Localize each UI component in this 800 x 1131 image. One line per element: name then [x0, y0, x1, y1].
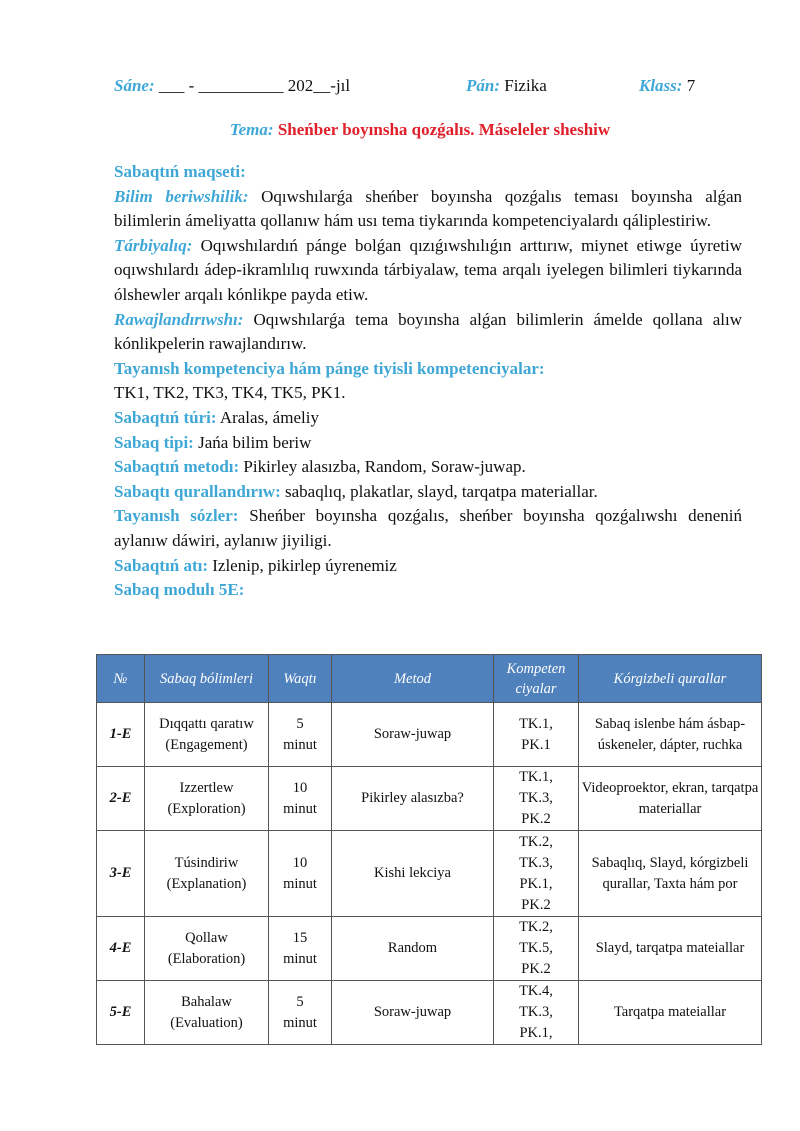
part-english: (Exploration) — [167, 800, 246, 817]
keywords-value: Sheńber boyınsha qozǵalıs, sheńber boyınsha qozǵalıwshı deneniń aylanıw dáwiri, aylanıw jiyiligi. — [114, 506, 742, 550]
lesson-type — [114, 406, 742, 431]
row-tools: Slayd, tarqatpa mateiallar — [579, 917, 762, 981]
part-name: Túsindiriw — [174, 854, 239, 871]
row-competencies — [494, 981, 579, 1045]
row-method: Kishi lekciya — [332, 831, 494, 917]
education-text: Oqıwshılarǵa sheńber boyınsha qozǵalıs teması boyınsha alǵan bilimlerin ámeliyatta qollanıw hám usı tema tiykarında kompetenciyalardı qáliplestiriw. — [114, 186, 743, 231]
time-unit: minut — [283, 800, 317, 817]
date-value: ___ - __________ 202__-jıl — [158, 76, 351, 95]
lesson-module-table — [96, 654, 762, 1045]
row-part — [145, 703, 269, 767]
competency-item: PK.2 — [521, 961, 551, 977]
row-method: Pikirley alasızba? — [332, 767, 494, 831]
lesson-header — [114, 76, 754, 98]
date-field — [114, 76, 350, 96]
lesson-method — [114, 455, 742, 480]
competency-item: TK.1, — [519, 715, 553, 732]
type-label: Sabaqtıń túri: — [114, 407, 217, 427]
row-competencies — [494, 703, 579, 767]
method-label: Sabaqtıń metodı: — [114, 457, 240, 477]
lesson-details — [114, 160, 742, 603]
class-field — [639, 76, 695, 96]
competency-item: TK.5, — [519, 940, 553, 956]
part-name: Dıqqattı qaratıw — [159, 715, 254, 732]
row-time — [269, 767, 332, 831]
method-value: Pikirley alasızba, Random, Soraw-juwap. — [243, 457, 526, 477]
module-heading: Sabaq modulı 5E: — [114, 580, 245, 600]
developing-text: Oqıwshılarǵa tema boyınsha alǵan bilimlerin ámelde qollana alıw kónlikpelerin rawajlandırıw. — [114, 309, 743, 354]
row-time — [269, 831, 332, 917]
developing-label: Rawajlandırıwshı: — [114, 309, 244, 329]
time-value: 5 — [296, 715, 304, 732]
header-tools: Kórgizbeli qurallar — [579, 655, 762, 703]
row-number: 2-E — [97, 767, 145, 831]
part-name: Qollaw — [185, 929, 228, 946]
competency-item: TK.2, — [519, 833, 553, 850]
time-value: 15 — [292, 929, 308, 946]
competency-item: PK.1, — [519, 875, 553, 892]
motto-label: Sabaqtıń atı: — [114, 555, 208, 575]
goal-heading: Sabaqtıń maqseti: — [114, 162, 246, 181]
part-name: Bahalaw — [181, 993, 232, 1010]
time-value: 10 — [292, 779, 308, 796]
education-label: Bilim beriwshilik: — [114, 186, 249, 206]
competency-item: TK.3, — [519, 854, 553, 871]
table-row — [97, 767, 762, 831]
row-tools: Sabaq islenbe hám ásbap-úskeneler, dápter, ruchka — [579, 703, 762, 767]
date-label: Sáne: — [114, 76, 155, 95]
part-english: (Explanation) — [166, 875, 247, 892]
row-method: Random — [332, 917, 494, 981]
education-goal — [114, 185, 742, 234]
table-row — [97, 703, 762, 767]
row-method: Soraw-juwap — [332, 981, 494, 1045]
row-number: 4-E — [97, 917, 145, 981]
keywords-label: Tayanısh sózler: — [114, 506, 239, 526]
header-time: Waqtı — [269, 655, 332, 703]
subject-field — [466, 76, 547, 96]
class-label: Klass: — [639, 76, 683, 95]
part-english: (Engagement) — [165, 736, 248, 753]
table-row — [97, 917, 762, 981]
table-header-row — [97, 655, 762, 703]
row-tools: Sabaqlıq, Slayd, kórgizbeli qurallar, Taxta hám por — [579, 831, 762, 917]
developing-goal — [114, 308, 742, 357]
subject-value: Fizika — [504, 76, 547, 95]
time-unit: minut — [283, 950, 317, 967]
row-number: 3-E — [97, 831, 145, 917]
competency-item: TK.4, — [519, 983, 553, 999]
row-part — [145, 831, 269, 917]
row-competencies — [494, 831, 579, 917]
row-method: Soraw-juwap — [332, 703, 494, 767]
kind-label: Sabaq tipi: — [114, 432, 194, 452]
row-number: 1-E — [97, 703, 145, 767]
row-competencies — [494, 917, 579, 981]
competency-list: TK1, TK2, TK3, TK4, TK5, PK1. — [114, 383, 346, 403]
part-name: Izzertlew — [179, 779, 234, 796]
row-number: 5-E — [97, 981, 145, 1045]
lesson-kind — [114, 431, 742, 456]
competency-item: TK.1, — [519, 769, 553, 785]
competency-item: TK.3, — [519, 1004, 553, 1020]
equipment-value: sabaqlıq, plakatlar, slayd, tarqatpa materiallar. — [285, 481, 598, 501]
header-parts: Sabaq bólimleri — [145, 655, 269, 703]
part-english: (Elaboration) — [167, 950, 246, 967]
lesson-topic — [0, 120, 800, 140]
part-english: (Evaluation) — [170, 1014, 243, 1031]
topic-label: Tema: — [229, 120, 274, 139]
competency-item: TK.3, — [519, 790, 553, 806]
row-competencies — [494, 767, 579, 831]
row-tools: Tarqatpa mateiallar — [579, 981, 762, 1045]
time-unit: minut — [283, 1014, 317, 1031]
lesson-equipment — [114, 480, 742, 505]
row-time — [269, 917, 332, 981]
upbringing-goal — [114, 234, 742, 308]
competency-heading: Tayanısh kompetenciya hám pánge tiyisli kompetenciyalar: — [114, 358, 545, 378]
table-row — [97, 981, 762, 1045]
class-value: 7 — [686, 76, 696, 95]
competency-item: PK.2 — [521, 896, 551, 913]
topic-title: Sheńber boyınsha qozǵalıs. Máseleler sheshiw — [277, 120, 611, 139]
table-row — [97, 831, 762, 917]
time-value: 10 — [292, 854, 308, 871]
upbringing-label: Tárbiyalıq: — [114, 235, 193, 255]
time-unit: minut — [283, 736, 317, 753]
row-part — [145, 981, 269, 1045]
header-number: № — [97, 655, 145, 703]
competency-item: TK.2, — [519, 919, 553, 935]
subject-label: Pán: — [466, 76, 500, 95]
row-time — [269, 703, 332, 767]
competency-item: PK.1 — [521, 736, 551, 753]
lesson-motto — [114, 554, 742, 579]
header-method: Metod — [332, 655, 494, 703]
competency-item: PK.1, — [519, 1025, 553, 1041]
header-competencies: Kompeten ciyalar — [494, 655, 579, 703]
type-value: Aralas, ámeliy — [219, 407, 319, 427]
competency-item: PK.2 — [521, 811, 551, 827]
row-time — [269, 981, 332, 1045]
lesson-keywords — [114, 504, 742, 553]
upbringing-text: Oqıwshılardıń pánge bolǵan qızıǵıwshılıǵın arttırıw, miynet etiwge úyretiw oqıwshılardı ádep-ikramlılıq ruwxında tárbiyalaw, tema arqalı iyelegen bilimleri tiykarında ólshewler arqalı kónlikpe payda etiw. — [114, 235, 742, 304]
time-value: 5 — [296, 993, 304, 1010]
row-part — [145, 917, 269, 981]
time-unit: minut — [283, 875, 317, 892]
equipment-label: Sabaqtı qurallandırıw: — [114, 481, 281, 501]
motto-value: Izlenip, pikirlep úyrenemiz — [212, 555, 397, 575]
kind-value: Jańa bilim beriw — [198, 432, 312, 452]
row-part — [145, 767, 269, 831]
row-tools: Videoproektor, ekran, tarqatpa materiallar — [579, 767, 762, 831]
